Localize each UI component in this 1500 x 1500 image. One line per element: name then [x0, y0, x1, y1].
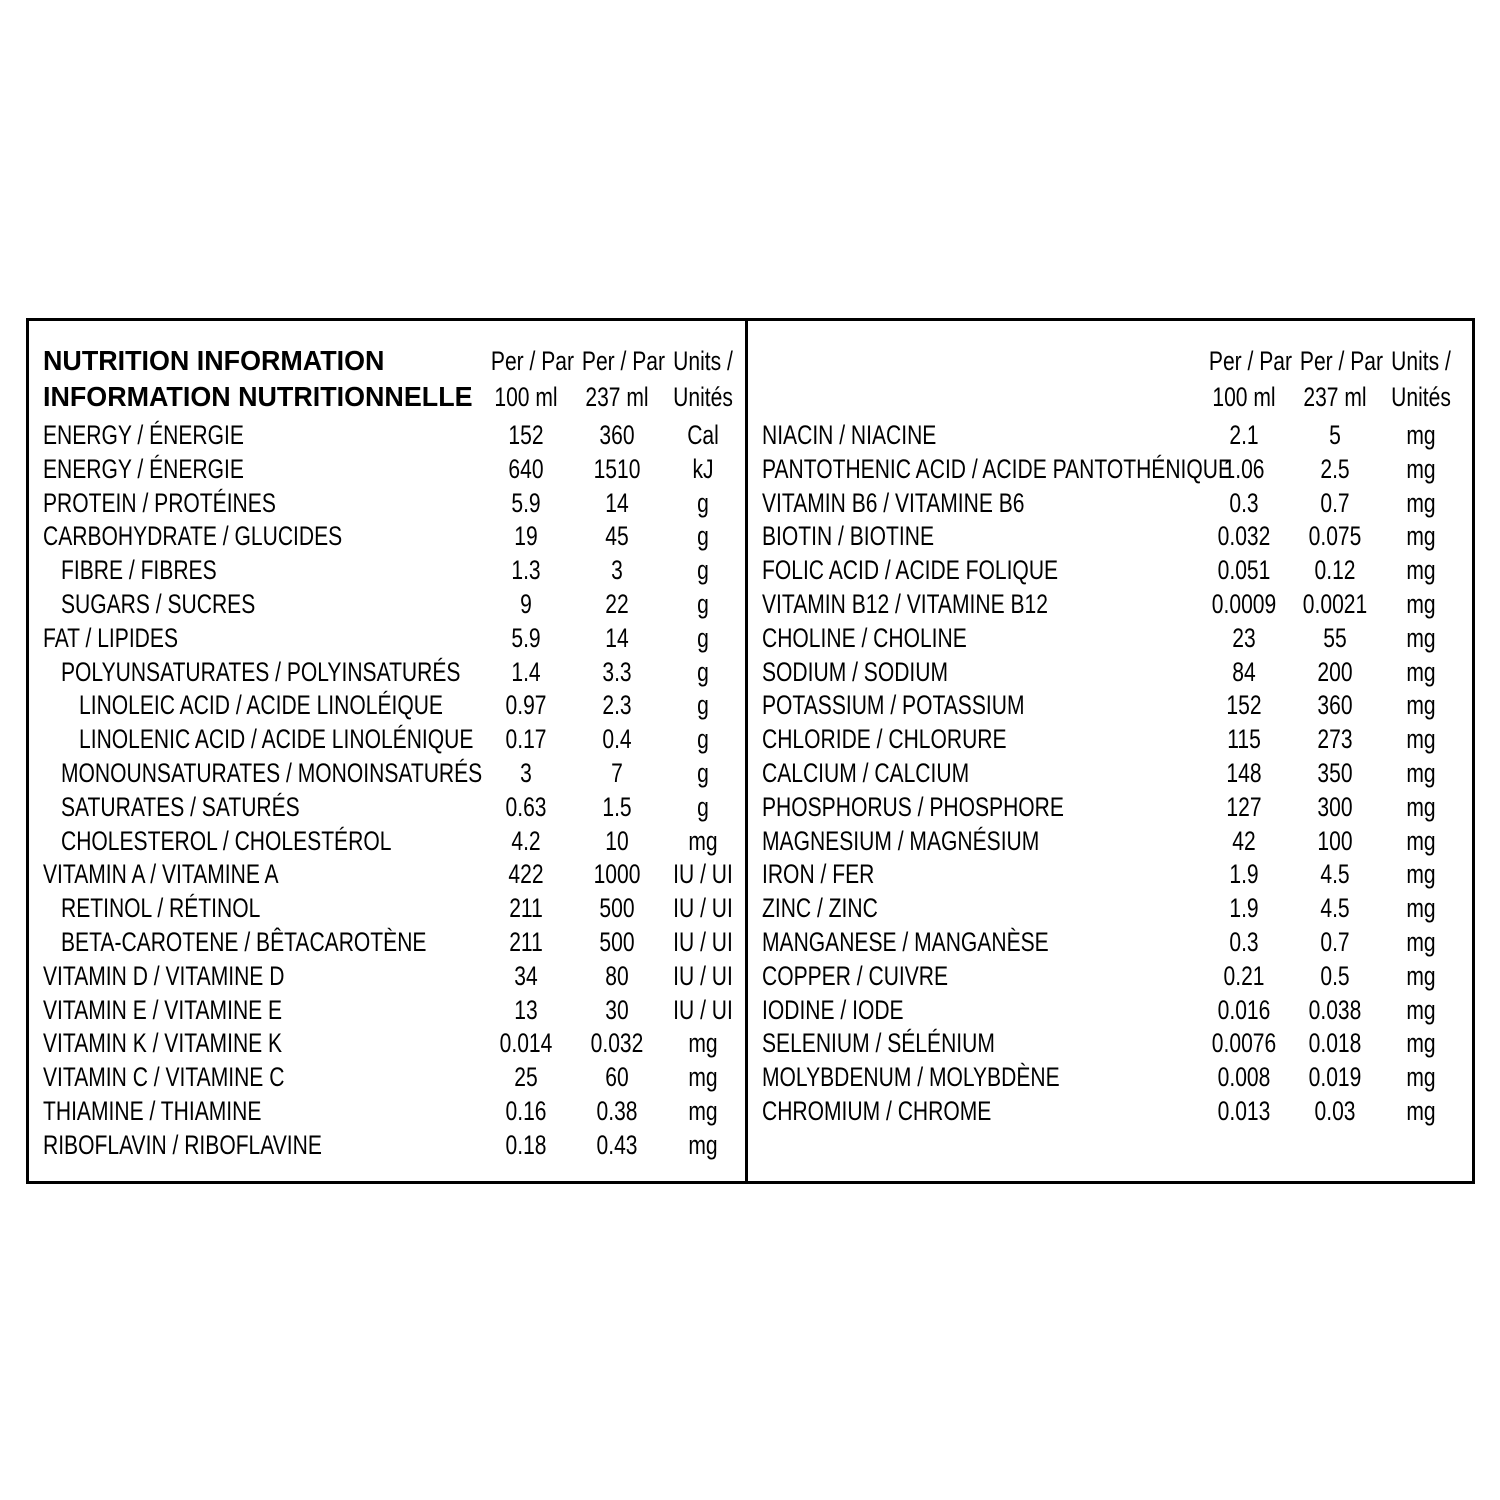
value-per-237ml: 2.5 [1320, 453, 1350, 484]
value-per-100ml: 5.9 [511, 487, 541, 518]
unit: mg [1406, 1062, 1436, 1093]
value-per-237ml: 200 [1317, 656, 1353, 687]
value-per-100ml: 0.051 [1217, 555, 1271, 586]
value-per-237ml: 360 [599, 420, 635, 450]
nutrient-name: SATURATES / SATURÉS [61, 791, 300, 822]
value-per-100ml: 5.9 [511, 622, 541, 653]
unit: g [697, 724, 709, 755]
header-per-237ml-line2: 237 ml [1303, 382, 1367, 412]
unit: mg [1406, 994, 1436, 1025]
value-per-100ml: 34 [514, 960, 538, 991]
nutrient-name: CHOLESTEROL / CHOLESTÉROL [61, 825, 392, 856]
value-per-100ml: 127 [1226, 791, 1262, 822]
unit: mg [1406, 453, 1436, 484]
unit: IU / UI [673, 994, 733, 1025]
nutrient-name: BIOTIN / BIOTINE [762, 521, 935, 552]
unit: g [697, 487, 709, 518]
value-per-100ml: 211 [509, 893, 543, 924]
unit: IU / UI [673, 859, 733, 890]
value-per-100ml: 1.4 [511, 656, 541, 687]
value-per-100ml: 25 [514, 1062, 538, 1093]
value-per-237ml: 14 [605, 487, 629, 518]
unit: IU / UI [673, 893, 733, 924]
value-per-100ml: 4.2 [511, 825, 541, 856]
value-per-237ml: 30 [605, 994, 629, 1025]
unit: mg [688, 1129, 718, 1160]
value-per-100ml: 0.032 [1217, 521, 1271, 552]
nutrient-name: POLYUNSATURATES / POLYINSATURÉS [61, 656, 461, 687]
value-per-237ml: 0.38 [596, 1096, 638, 1126]
nutrient-name: MAGNESIUM / MAGNÉSIUM [762, 825, 1040, 856]
nutrient-name: VITAMIN K / VITAMINE K [43, 1028, 283, 1059]
value-per-100ml: 19 [514, 521, 538, 552]
nutrient-name: PHOSPHORUS / PHOSPHORE [762, 791, 1064, 822]
unit: mg [1406, 656, 1436, 687]
unit: mg [1406, 589, 1436, 619]
value-per-100ml: 0.3 [1229, 927, 1259, 957]
nutrient-name: LINOLEIC ACID / ACIDE LINOLÉIQUE [79, 690, 443, 721]
value-per-237ml: 22 [605, 589, 629, 619]
nutrient-name: PROTEIN / PROTÉINES [43, 487, 276, 518]
value-per-100ml: 0.16 [505, 1096, 547, 1126]
unit: Cal [687, 420, 719, 450]
value-per-237ml: 0.019 [1308, 1062, 1362, 1093]
value-per-100ml: 0.0009 [1211, 589, 1277, 619]
header-units-line1: Units / [673, 346, 733, 376]
value-per-237ml: 0.018 [1308, 1028, 1362, 1059]
nutrient-name: COPPER / CUIVRE [762, 960, 949, 991]
value-per-237ml: 0.038 [1308, 994, 1362, 1025]
nutrition-facts-panel [26, 318, 1475, 1184]
value-per-100ml: 0.014 [499, 1028, 553, 1059]
nutrient-name: THIAMINE / THIAMINE [43, 1096, 262, 1126]
value-per-237ml: 0.075 [1308, 521, 1362, 552]
header-per-237ml-line1: Per / Par [581, 346, 666, 376]
header-per-237ml-line1: Per / Par [1299, 346, 1384, 376]
nutrient-name: ENERGY / ÉNERGIE [43, 420, 244, 450]
nutrient-name: VITAMIN B12 / VITAMINE B12 [762, 589, 1048, 619]
nutrient-name: CHROMIUM / CHROME [762, 1096, 992, 1126]
value-per-100ml: 640 [508, 453, 544, 484]
value-per-237ml: 0.5 [1320, 960, 1350, 991]
value-per-237ml: 0.12 [1314, 555, 1356, 586]
nutrient-name: LINOLENIC ACID / ACIDE LINOLÉNIQUE [79, 724, 474, 755]
unit: kJ [692, 453, 714, 484]
unit: mg [1406, 825, 1436, 856]
value-per-100ml: 0.17 [505, 724, 547, 755]
value-per-237ml: 3.3 [602, 656, 632, 687]
unit: g [697, 622, 709, 653]
value-per-237ml: 60 [605, 1062, 629, 1093]
unit: mg [688, 1062, 718, 1093]
value-per-237ml: 7 [611, 758, 623, 788]
unit: g [697, 521, 709, 552]
value-per-100ml: 422 [508, 859, 544, 890]
nutrient-name: CARBOHYDRATE / GLUCIDES [43, 521, 343, 552]
value-per-237ml: 0.43 [596, 1129, 638, 1160]
unit: mg [1406, 555, 1436, 586]
nutrient-name: VITAMIN E / VITAMINE E [43, 994, 283, 1025]
value-per-100ml: 152 [1226, 690, 1262, 721]
value-per-237ml: 100 [1317, 825, 1353, 856]
unit: mg [688, 1096, 718, 1126]
value-per-100ml: 9 [520, 589, 532, 619]
value-per-237ml: 500 [599, 927, 635, 957]
value-per-237ml: 4.5 [1320, 893, 1350, 924]
value-per-100ml: 115 [1227, 724, 1261, 755]
nutrient-name: SELENIUM / SÉLÉNIUM [762, 1028, 995, 1059]
value-per-100ml: 1.3 [511, 555, 541, 586]
unit: g [697, 791, 709, 822]
unit: mg [1406, 893, 1436, 924]
nutrient-name: POTASSIUM / POTASSIUM [762, 690, 1025, 721]
title-french: INFORMATION NUTRITIONNELLE [43, 381, 473, 412]
unit: IU / UI [673, 927, 733, 957]
unit: mg [1406, 758, 1436, 788]
unit: mg [688, 1028, 718, 1059]
nutrient-name: IODINE / IODE [762, 994, 904, 1025]
nutrient-name: CALCIUM / CALCIUM [762, 758, 970, 788]
value-per-100ml: 211 [509, 927, 543, 957]
value-per-237ml: 0.7 [1320, 487, 1350, 518]
nutrient-name: FAT / LIPIDES [43, 622, 178, 653]
unit: mg [1406, 1028, 1436, 1059]
value-per-100ml: 0.21 [1223, 960, 1265, 991]
nutrient-name: SODIUM / SODIUM [762, 656, 949, 687]
unit: mg [1406, 420, 1436, 450]
value-per-237ml: 5 [1329, 420, 1341, 450]
unit: mg [1406, 960, 1436, 991]
value-per-237ml: 10 [605, 825, 629, 856]
value-per-237ml: 1000 [593, 859, 641, 890]
nutrient-name: PANTOTHENIC ACID / ACIDE PANTOTHÉNIQUE [762, 453, 1233, 484]
header-units-line1: Units / [1391, 346, 1451, 376]
value-per-100ml: 0.0076 [1211, 1028, 1277, 1059]
nutrient-name: SUGARS / SUCRES [61, 589, 256, 619]
unit: g [697, 656, 709, 687]
value-per-237ml: 360 [1317, 690, 1353, 721]
value-per-100ml: 0.18 [505, 1129, 547, 1160]
value-per-100ml: 1.06 [1223, 453, 1265, 484]
header-per-237ml-line2: 237 ml [585, 382, 649, 412]
nutrient-name: FIBRE / FIBRES [61, 555, 217, 586]
value-per-100ml: 42 [1232, 825, 1256, 856]
value-per-237ml: 80 [605, 960, 629, 991]
nutrient-name: BETA-CAROTENE / BÊTACAROTÈNE [61, 927, 427, 957]
value-per-237ml: 0.0021 [1302, 589, 1368, 619]
nutrient-name: CHLORIDE / CHLORURE [762, 724, 1007, 755]
value-per-100ml: 0.97 [505, 690, 547, 721]
value-per-100ml: 1.9 [1229, 893, 1259, 924]
nutrient-name: VITAMIN D / VITAMINE D [43, 960, 285, 991]
header-per-100ml-line1: Per / Par [490, 346, 575, 376]
value-per-100ml: 0.3 [1229, 487, 1259, 518]
value-per-237ml: 14 [605, 622, 629, 653]
nutrient-name: IRON / FER [762, 859, 875, 890]
unit: mg [1406, 791, 1436, 822]
value-per-237ml: 0.4 [602, 724, 632, 755]
value-per-100ml: 13 [514, 994, 538, 1025]
value-per-237ml: 0.7 [1320, 927, 1350, 957]
nutrient-name: MANGANESE / MANGANÈSE [762, 927, 1049, 957]
nutrient-name: MOLYBDENUM / MOLYBDÈNE [762, 1062, 1060, 1093]
header-per-100ml-line1: Per / Par [1208, 346, 1293, 376]
value-per-100ml: 3 [520, 758, 532, 788]
nutrient-name: ZINC / ZINC [762, 893, 878, 924]
value-per-100ml: 84 [1232, 656, 1256, 687]
value-per-100ml: 0.008 [1217, 1062, 1271, 1093]
nutrient-name: CHOLINE / CHOLINE [762, 622, 967, 653]
value-per-237ml: 1510 [593, 453, 641, 484]
nutrient-name: RETINOL / RÉTINOL [61, 893, 261, 924]
header-per-100ml-line2: 100 ml [494, 382, 558, 412]
header-units-line2: Unités [673, 382, 733, 412]
value-per-237ml: 350 [1317, 758, 1353, 788]
value-per-237ml: 300 [1317, 791, 1353, 822]
nutrient-name: MONOUNSATURATES / MONOINSATURÉS [61, 758, 483, 788]
nutrient-name: RIBOFLAVIN / RIBOFLAVINE [43, 1129, 322, 1160]
nutrient-name: ENERGY / ÉNERGIE [43, 453, 244, 484]
nutrient-name: NIACIN / NIACINE [762, 420, 937, 450]
value-per-237ml: 55 [1323, 622, 1347, 653]
column-divider [745, 321, 748, 1181]
value-per-100ml: 0.63 [505, 791, 547, 822]
unit: mg [688, 825, 718, 856]
value-per-100ml: 0.016 [1217, 994, 1271, 1025]
value-per-237ml: 500 [599, 893, 635, 924]
nutrient-name: VITAMIN A / VITAMINE A [43, 859, 279, 890]
unit: g [697, 589, 709, 619]
header-units-line2: Unités [1391, 382, 1451, 412]
unit: mg [1406, 690, 1436, 721]
unit: mg [1406, 487, 1436, 518]
value-per-237ml: 45 [605, 521, 629, 552]
value-per-100ml: 152 [508, 420, 544, 450]
header-per-100ml-line2: 100 ml [1212, 382, 1276, 412]
value-per-237ml: 1.5 [602, 791, 632, 822]
unit: mg [1406, 1096, 1436, 1126]
value-per-237ml: 2.3 [602, 690, 632, 721]
value-per-100ml: 148 [1226, 758, 1262, 788]
value-per-100ml: 2.1 [1229, 420, 1259, 450]
nutrient-name: VITAMIN C / VITAMINE C [43, 1062, 285, 1093]
unit: g [697, 690, 709, 721]
unit: g [697, 758, 709, 788]
unit: mg [1406, 622, 1436, 653]
value-per-100ml: 1.9 [1229, 859, 1259, 890]
unit: mg [1406, 521, 1436, 552]
value-per-237ml: 3 [611, 555, 623, 586]
unit: IU / UI [673, 960, 733, 991]
unit: mg [1406, 859, 1436, 890]
value-per-100ml: 0.013 [1217, 1096, 1271, 1126]
value-per-237ml: 4.5 [1320, 859, 1350, 890]
unit: mg [1406, 724, 1436, 755]
value-per-237ml: 0.032 [590, 1028, 644, 1059]
unit: g [697, 555, 709, 586]
value-per-237ml: 273 [1317, 724, 1353, 755]
nutrient-name: VITAMIN B6 / VITAMINE B6 [762, 487, 1025, 518]
unit: mg [1406, 927, 1436, 957]
value-per-237ml: 0.03 [1314, 1096, 1356, 1126]
nutrient-name: FOLIC ACID / ACIDE FOLIQUE [762, 555, 1059, 586]
title-english: NUTRITION INFORMATION [43, 345, 385, 376]
value-per-100ml: 23 [1232, 622, 1256, 653]
